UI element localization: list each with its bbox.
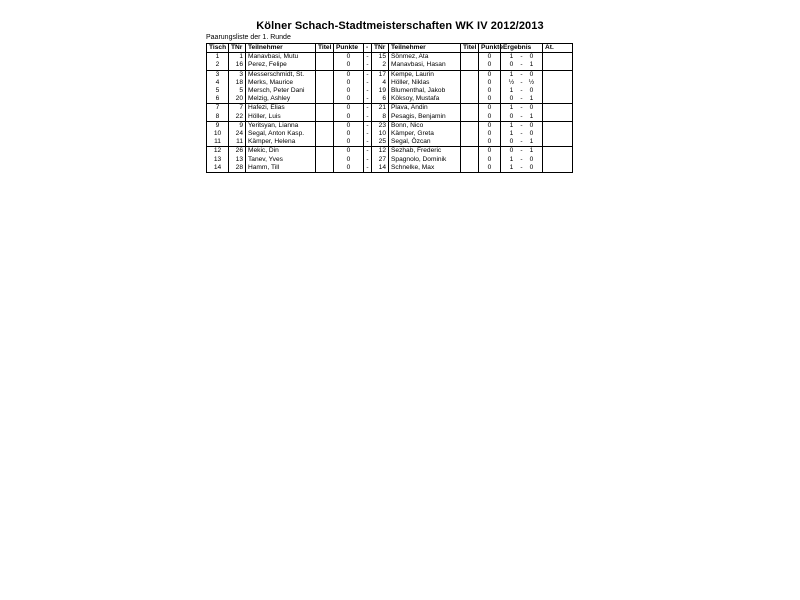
result-cell <box>501 79 543 87</box>
col-header-player1: Teilnehmer <box>246 44 316 53</box>
table-row <box>207 104 573 113</box>
col-header-tnr1: TNr <box>229 44 246 53</box>
result-player1: 0 <box>509 147 514 155</box>
player2-cell: Pesagis, Benjamin <box>389 113 461 122</box>
player2-cell: Manavbasi, Hasan <box>389 61 461 70</box>
player2-cell: Köksoy, Mustafa <box>389 95 461 104</box>
at-cell <box>543 147 573 156</box>
points1-cell: 0 <box>334 61 364 70</box>
table-row <box>207 70 573 79</box>
points1-cell: 0 <box>334 70 364 79</box>
result-cell <box>501 147 543 156</box>
tnr2-cell: 10 <box>372 130 389 138</box>
points2-cell: 0 <box>479 95 501 104</box>
col-header-points2: Punkte <box>479 44 501 53</box>
title2-cell <box>461 164 479 173</box>
points1-cell: 0 <box>334 113 364 122</box>
col-header-title2: Titel <box>461 44 479 53</box>
at-cell <box>543 87 573 95</box>
title2-cell <box>461 138 479 147</box>
tnr1-cell: 3 <box>229 70 246 79</box>
board-cell: 3 <box>207 70 229 79</box>
result-separator: - <box>520 155 523 163</box>
result-cell <box>501 104 543 113</box>
player2-cell: Kempe, Laurin <box>389 70 461 79</box>
title2-cell <box>461 79 479 87</box>
dash-cell: - <box>364 95 372 104</box>
points1-cell: 0 <box>334 156 364 164</box>
tnr2-cell: 21 <box>372 104 389 113</box>
title2-cell <box>461 113 479 122</box>
tnr2-cell: 4 <box>372 79 389 87</box>
table-row <box>207 79 573 87</box>
tnr2-cell: 17 <box>372 70 389 79</box>
points1-cell: 0 <box>334 138 364 147</box>
tnr2-cell: 27 <box>372 156 389 164</box>
dash-cell: - <box>364 130 372 138</box>
result-player2: 1 <box>529 112 534 120</box>
document-title: Kölner Schach-Stadtmeisterschaften WK IV 2012/2013 <box>256 20 544 32</box>
table-row <box>207 121 573 130</box>
at-cell <box>543 104 573 113</box>
title2-cell <box>461 53 479 62</box>
title2-cell <box>461 95 479 104</box>
col-header-dash: - <box>364 44 372 53</box>
result-player2: 0 <box>529 87 534 95</box>
result-player2: 0 <box>529 121 534 129</box>
result-cell <box>501 95 543 104</box>
points1-cell: 0 <box>334 104 364 113</box>
points2-cell: 0 <box>479 79 501 87</box>
at-cell <box>543 164 573 173</box>
dash-cell: - <box>364 164 372 173</box>
result-player1: 1 <box>509 104 514 112</box>
result-player1: 1 <box>509 130 514 138</box>
result-cell <box>501 70 543 79</box>
title2-cell <box>461 70 479 79</box>
col-header-tnr2: TNr <box>372 44 389 53</box>
player2-cell: Segal, Özcan <box>389 138 461 147</box>
dash-cell: - <box>364 70 372 79</box>
table-row <box>207 138 573 147</box>
player1-cell: Mekic, Din <box>246 147 316 156</box>
title1-cell <box>316 87 334 95</box>
points1-cell: 0 <box>334 130 364 138</box>
title1-cell <box>316 138 334 147</box>
title1-cell <box>316 95 334 104</box>
dash-cell: - <box>364 113 372 122</box>
at-cell <box>543 130 573 138</box>
tnr2-cell: 14 <box>372 164 389 173</box>
title1-cell <box>316 70 334 79</box>
result-cell <box>501 61 543 70</box>
player2-cell: Kämper, Greta <box>389 130 461 138</box>
player1-cell: Höller, Luis <box>246 113 316 122</box>
result-separator: - <box>520 138 523 146</box>
tnr1-cell: 13 <box>229 156 246 164</box>
title1-cell <box>316 147 334 156</box>
player1-cell: Messerschmidt, St. <box>246 70 316 79</box>
table-row <box>207 156 573 164</box>
result-separator: - <box>520 121 523 129</box>
result-player1: 0 <box>509 138 514 146</box>
result-player2: 1 <box>529 138 534 146</box>
at-cell <box>543 61 573 70</box>
title2-cell <box>461 61 479 70</box>
points1-cell: 0 <box>334 95 364 104</box>
points2-cell: 0 <box>479 147 501 156</box>
board-cell: 9 <box>207 121 229 130</box>
title1-cell <box>316 130 334 138</box>
player1-cell: Hamm, Till <box>246 164 316 173</box>
result-player2: 1 <box>529 61 534 69</box>
dash-cell: - <box>364 147 372 156</box>
result-player2: 0 <box>529 70 534 78</box>
title1-cell <box>316 53 334 62</box>
at-cell <box>543 113 573 122</box>
result-separator: - <box>520 61 523 69</box>
board-cell: 6 <box>207 95 229 104</box>
player1-cell: Tanev, Yves <box>246 156 316 164</box>
result-separator: - <box>520 163 523 171</box>
player2-cell: Spagnolo, Dominik <box>389 156 461 164</box>
title2-cell <box>461 147 479 156</box>
title2-cell <box>461 156 479 164</box>
points2-cell: 0 <box>479 138 501 147</box>
points2-cell: 0 <box>479 164 501 173</box>
points2-cell: 0 <box>479 113 501 122</box>
result-cell <box>501 138 543 147</box>
result-player2: 0 <box>529 163 534 171</box>
result-player1: 1 <box>509 87 514 95</box>
tnr1-cell: 7 <box>229 104 246 113</box>
result-player2: 1 <box>529 95 534 103</box>
at-cell <box>543 70 573 79</box>
player2-cell: Sezhab, Frederic <box>389 147 461 156</box>
result-cell <box>501 156 543 164</box>
tnr2-cell: 6 <box>372 95 389 104</box>
dash-cell: - <box>364 104 372 113</box>
board-cell: 4 <box>207 79 229 87</box>
at-cell <box>543 156 573 164</box>
tnr2-cell: 19 <box>372 87 389 95</box>
points2-cell: 0 <box>479 156 501 164</box>
result-player2: 0 <box>529 130 534 138</box>
title1-cell <box>316 164 334 173</box>
table-header-row <box>207 44 573 53</box>
board-cell: 10 <box>207 130 229 138</box>
title2-cell <box>461 121 479 130</box>
points1-cell: 0 <box>334 53 364 62</box>
at-cell <box>543 95 573 104</box>
dash-cell: - <box>364 61 372 70</box>
table-row <box>207 87 573 95</box>
col-header-board: Tisch <box>207 44 229 53</box>
result-separator: - <box>520 112 523 120</box>
table-row <box>207 113 573 122</box>
result-cell <box>501 164 543 173</box>
dash-cell: - <box>364 87 372 95</box>
board-cell: 7 <box>207 104 229 113</box>
player1-cell: Kämper, Helena <box>246 138 316 147</box>
table-row <box>207 164 573 173</box>
points2-cell: 0 <box>479 130 501 138</box>
result-player1: 1 <box>509 155 514 163</box>
title1-cell <box>316 79 334 87</box>
col-header-title1: Titel <box>316 44 334 53</box>
player2-cell: Sönmez, Ata <box>389 53 461 62</box>
tnr2-cell: 25 <box>372 138 389 147</box>
at-cell <box>543 121 573 130</box>
result-player2: 0 <box>529 104 534 112</box>
player2-cell: Schnelke, Max <box>389 164 461 173</box>
player2-cell: Plava, Andin <box>389 104 461 113</box>
tnr1-cell: 16 <box>229 61 246 70</box>
player1-cell: Segal, Anton Kasp. <box>246 130 316 138</box>
points1-cell: 0 <box>334 121 364 130</box>
points2-cell: 0 <box>479 70 501 79</box>
col-header-player2: Teilnehmer <box>389 44 461 53</box>
table-row <box>207 147 573 156</box>
dash-cell: - <box>364 79 372 87</box>
points1-cell: 0 <box>334 147 364 156</box>
dash-cell: - <box>364 121 372 130</box>
tnr2-cell: 2 <box>372 61 389 70</box>
result-player1: 1 <box>509 70 514 78</box>
board-cell: 2 <box>207 61 229 70</box>
points2-cell: 0 <box>479 61 501 70</box>
result-separator: - <box>520 70 523 78</box>
document-subtitle: Paarungsliste der 1. Runde <box>206 34 291 41</box>
result-player1: 1 <box>509 121 514 129</box>
points1-cell: 0 <box>334 79 364 87</box>
result-player1: 0 <box>509 61 514 69</box>
points2-cell: 0 <box>479 104 501 113</box>
tnr1-cell: 5 <box>229 87 246 95</box>
tnr1-cell: 20 <box>229 95 246 104</box>
tnr2-cell: 8 <box>372 113 389 122</box>
tnr2-cell: 12 <box>372 147 389 156</box>
result-player1: ½ <box>508 78 515 86</box>
dash-cell: - <box>364 138 372 147</box>
result-separator: - <box>520 53 523 61</box>
result-separator: - <box>520 87 523 95</box>
tnr2-cell: 23 <box>372 121 389 130</box>
player1-cell: Yeritsyan, Lianna <box>246 121 316 130</box>
title2-cell <box>461 130 479 138</box>
board-cell: 8 <box>207 113 229 122</box>
player1-cell: Manavbasi, Mutu <box>246 53 316 62</box>
board-cell: 1 <box>207 53 229 62</box>
table-row <box>207 53 573 62</box>
dash-cell: - <box>364 53 372 62</box>
table-row <box>207 130 573 138</box>
title1-cell <box>316 104 334 113</box>
result-player2: 0 <box>529 155 534 163</box>
table-row <box>207 95 573 104</box>
tnr2-cell: 15 <box>372 53 389 62</box>
result-cell <box>501 113 543 122</box>
player1-cell: Perez, Felipe <box>246 61 316 70</box>
table-row <box>207 61 573 70</box>
tnr1-cell: 26 <box>229 147 246 156</box>
points1-cell: 0 <box>334 164 364 173</box>
player1-cell: Mersch, Peter Dani <box>246 87 316 95</box>
result-separator: - <box>520 147 523 155</box>
player2-cell: Bonn, Nico <box>389 121 461 130</box>
result-player1: 0 <box>509 95 514 103</box>
title2-cell <box>461 87 479 95</box>
result-player2: 1 <box>529 147 534 155</box>
result-player2: ½ <box>528 78 535 86</box>
result-separator: - <box>520 104 523 112</box>
points2-cell: 0 <box>479 53 501 62</box>
board-cell: 5 <box>207 87 229 95</box>
points2-cell: 0 <box>479 121 501 130</box>
col-header-at: At. <box>543 44 573 53</box>
player1-cell: Merks, Maurice <box>246 79 316 87</box>
dash-cell: - <box>364 156 372 164</box>
result-player1: 0 <box>509 112 514 120</box>
tnr1-cell: 24 <box>229 130 246 138</box>
result-cell <box>501 121 543 130</box>
title2-cell <box>461 104 479 113</box>
result-player1: 1 <box>509 53 514 61</box>
player2-cell: Blumenthal, Jakob <box>389 87 461 95</box>
result-separator: - <box>520 95 523 103</box>
tnr1-cell: 22 <box>229 113 246 122</box>
player1-cell: Melzig, Ashley <box>246 95 316 104</box>
board-cell: 12 <box>207 147 229 156</box>
result-cell <box>501 87 543 95</box>
pairings-table <box>206 43 573 173</box>
tnr1-cell: 11 <box>229 138 246 147</box>
at-cell <box>543 138 573 147</box>
points2-cell: 0 <box>479 87 501 95</box>
at-cell <box>543 53 573 62</box>
points1-cell: 0 <box>334 87 364 95</box>
result-cell <box>501 130 543 138</box>
result-separator: - <box>520 130 523 138</box>
board-cell: 14 <box>207 164 229 173</box>
title1-cell <box>316 121 334 130</box>
tnr1-cell: 9 <box>229 121 246 130</box>
col-header-points1: Punkte <box>334 44 364 53</box>
board-cell: 13 <box>207 156 229 164</box>
player2-cell: Höller, Niklas <box>389 79 461 87</box>
title1-cell <box>316 113 334 122</box>
tnr1-cell: 1 <box>229 53 246 62</box>
col-header-result: Ergebnis <box>501 44 543 53</box>
board-cell: 11 <box>207 138 229 147</box>
title1-cell <box>316 61 334 70</box>
tnr1-cell: 18 <box>229 79 246 87</box>
title1-cell <box>316 156 334 164</box>
at-cell <box>543 79 573 87</box>
result-cell <box>501 53 543 62</box>
player1-cell: Hafezi, Elias <box>246 104 316 113</box>
tnr1-cell: 28 <box>229 164 246 173</box>
result-player1: 1 <box>509 163 514 171</box>
result-player2: 0 <box>529 53 534 61</box>
result-separator: - <box>520 78 523 86</box>
